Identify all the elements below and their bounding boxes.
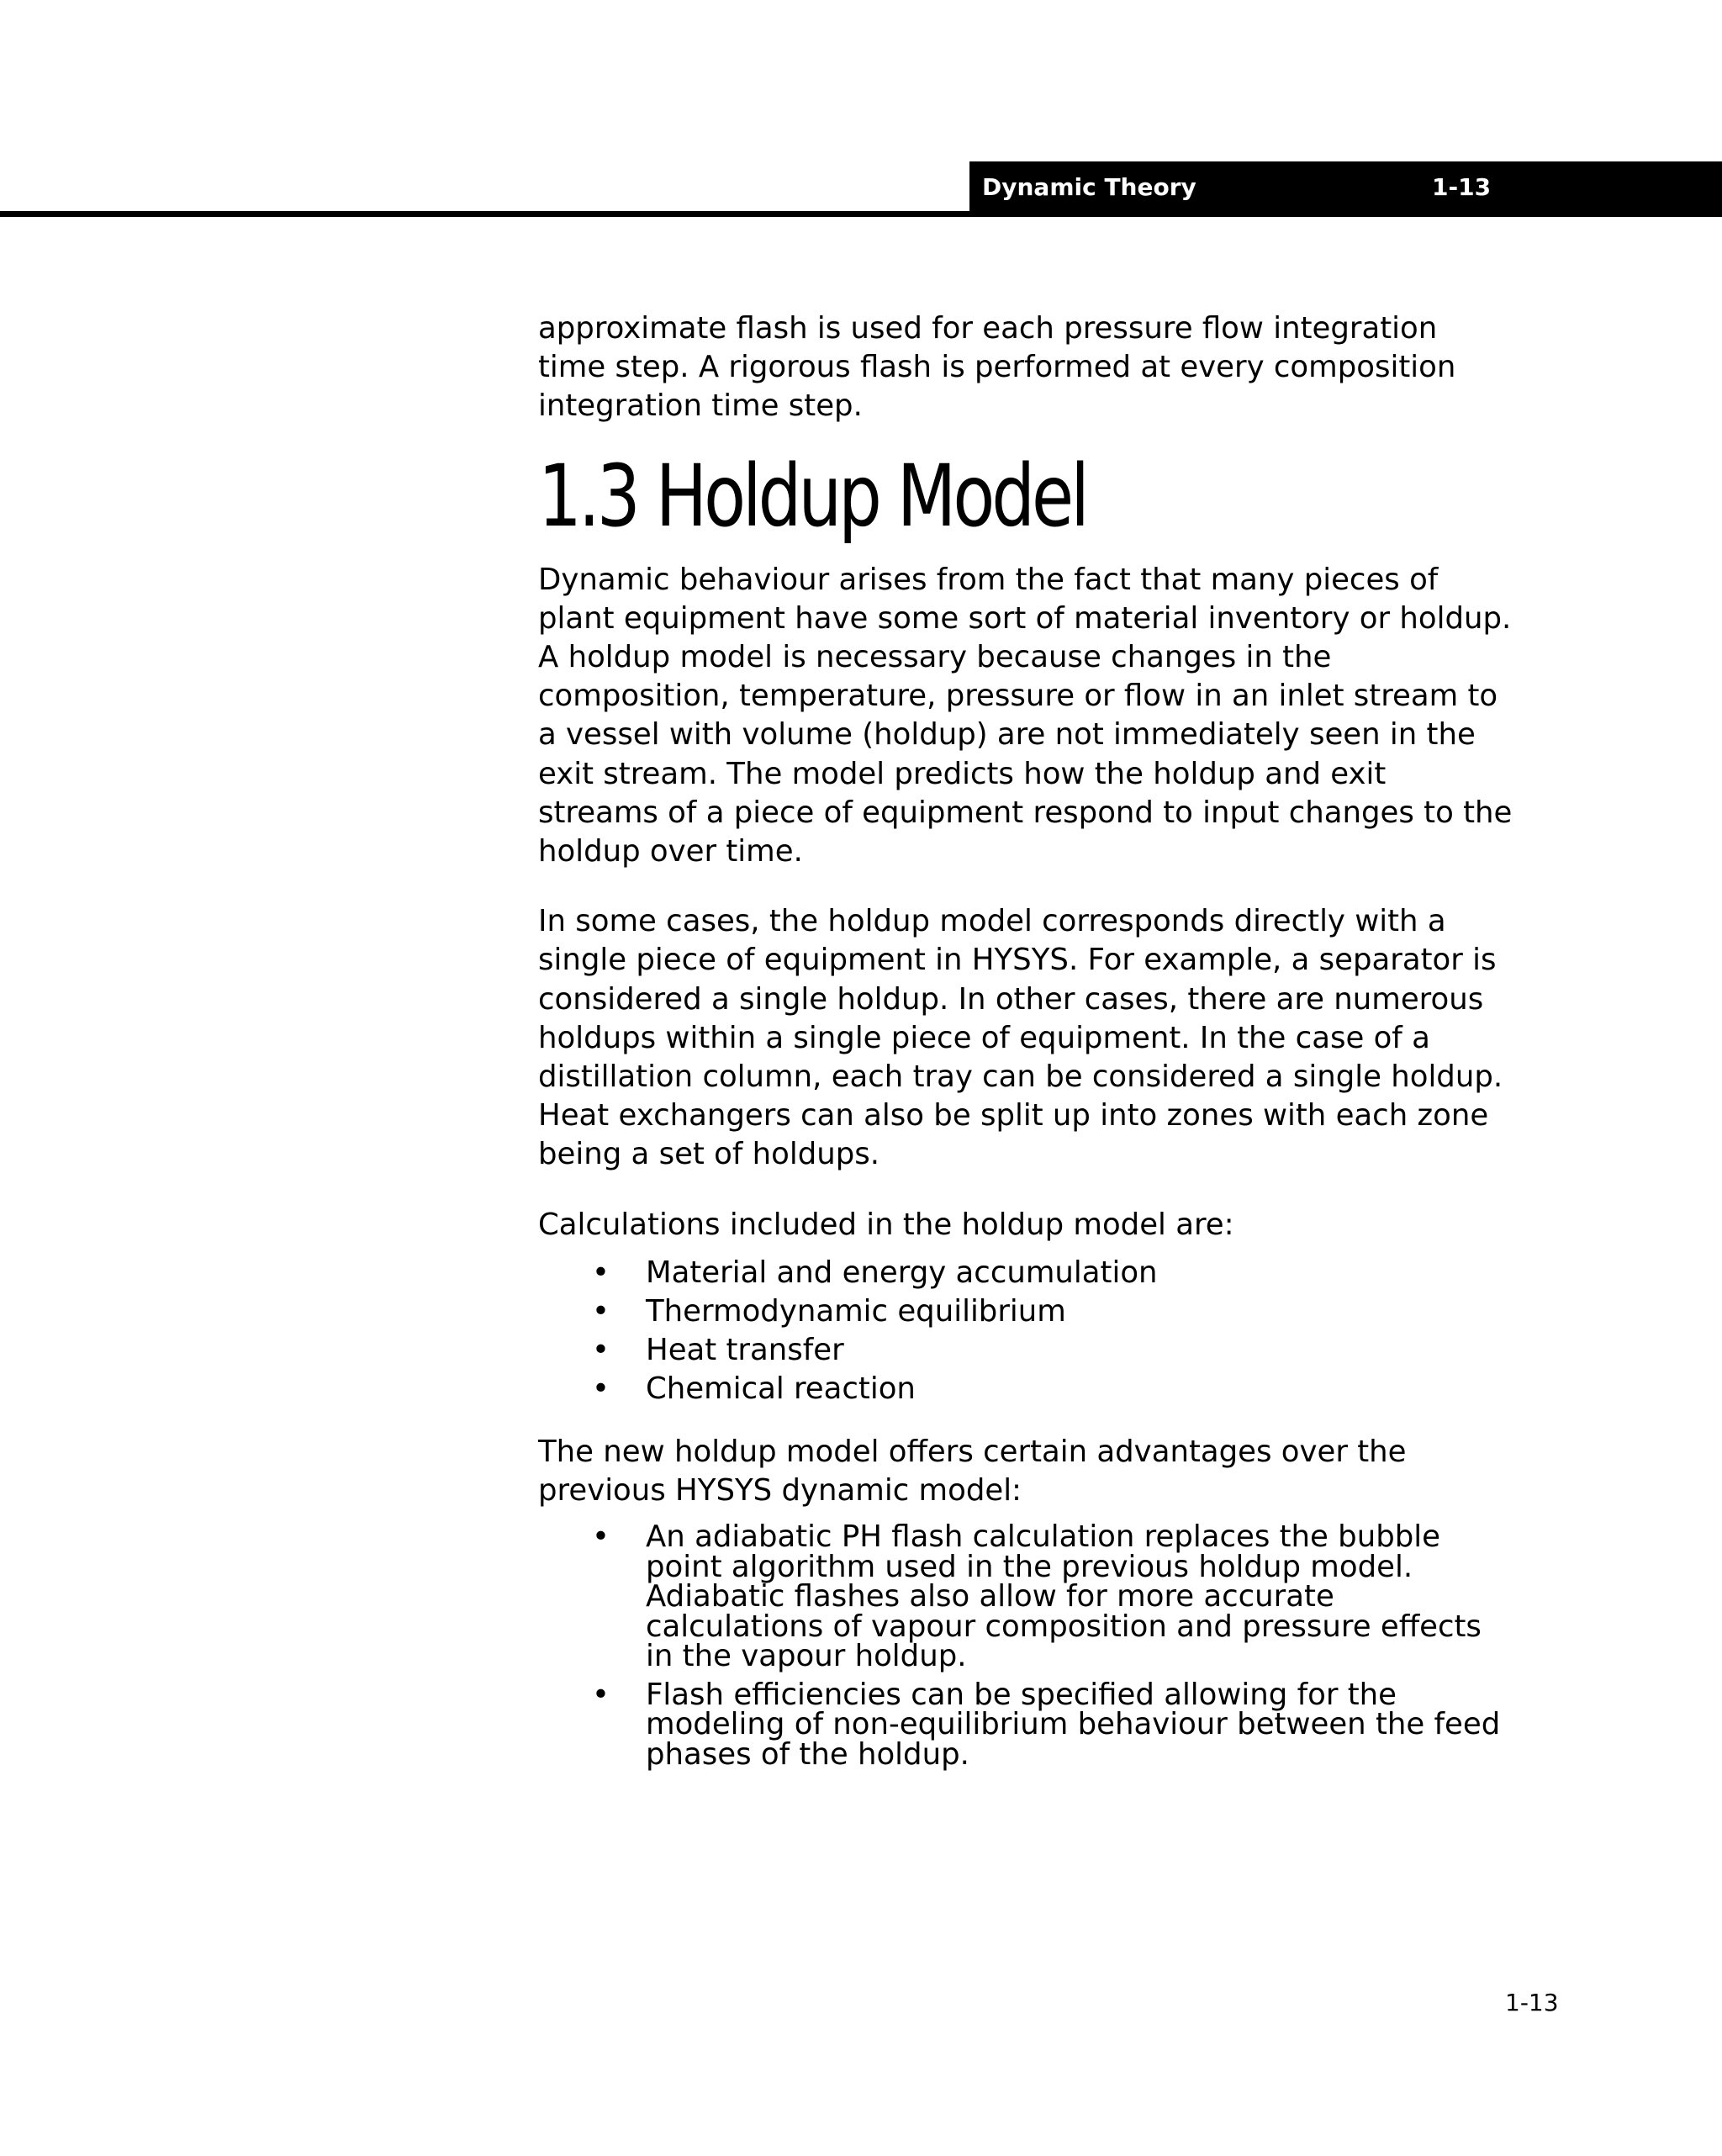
- paragraph-line: In some cases, the holdup model corresponds directly with a: [538, 904, 1446, 939]
- bullet-icon: •: [592, 1371, 610, 1407]
- bullet-icon: •: [592, 1255, 610, 1290]
- list-item: [538, 1370, 1513, 1408]
- header-title: Dynamic Theory: [982, 173, 1196, 201]
- paragraph-line: holdups within a single piece of equipment. In the case of a: [538, 1020, 1430, 1055]
- paragraph-line: distillation column, each tray can be considered a single holdup.: [538, 1060, 1503, 1095]
- bullet-icon: •: [592, 1519, 610, 1555]
- intro-line: time step. A rigorous flash is performed at every composition: [538, 350, 1456, 385]
- bullet-icon: •: [592, 1677, 610, 1712]
- list-item: [538, 1254, 1513, 1292]
- intro-line: approximate flash is used for each pressure flow integration: [538, 311, 1438, 346]
- bullet-icon: •: [592, 1294, 610, 1329]
- advantages-intro: [538, 1433, 1513, 1510]
- list-item: [538, 1331, 1513, 1370]
- list-item-line: phases of the holdup.: [646, 1736, 969, 1772]
- list-item-line: Adiabatic flashes also allow for more accurate: [646, 1579, 1334, 1614]
- list-item-line: An adiabatic PH flash calculation replaces the bubble: [646, 1519, 1440, 1555]
- paragraph-line: holdup over time.: [538, 834, 803, 869]
- list-item-text: Thermodynamic equilibrium: [646, 1294, 1066, 1329]
- paragraph-line: The new holdup model offers certain advantages over the: [538, 1434, 1407, 1469]
- paragraph-line: considered a single holdup. In other cases, there are numerous: [538, 981, 1484, 1017]
- intro-paragraph: [538, 309, 1513, 426]
- list-item-line: Flash efficiencies can be specified allowing for the: [646, 1677, 1397, 1712]
- page-content: [538, 309, 1513, 1772]
- list-item: [538, 1292, 1513, 1331]
- paragraph-line: a vessel with volume (holdup) are not immediately seen in the: [538, 717, 1476, 753]
- list-item-line: point algorithm used in the previous holdup model.: [646, 1549, 1413, 1584]
- calculations-list: [538, 1254, 1513, 1409]
- bullet-icon: •: [592, 1333, 610, 1368]
- paragraph-line: plant equipment have some sort of material inventory or holdup.: [538, 600, 1512, 636]
- paragraph-holdup-cases: [538, 902, 1513, 1174]
- paragraph-line: being a set of holdups.: [538, 1137, 880, 1172]
- paragraph-dynamic-behaviour: [538, 561, 1513, 872]
- list-item-line: in the vapour holdup.: [646, 1639, 967, 1674]
- paragraph-line: previous HYSYS dynamic model:: [538, 1472, 1022, 1508]
- paragraph-line: Heat exchangers can also be split up into zones with each zone: [538, 1098, 1489, 1133]
- list-item-line: modeling of non-equilibrium behaviour between the feed: [646, 1707, 1501, 1742]
- calculations-intro: Calculations included in the holdup model are:: [538, 1207, 1234, 1242]
- footer-page-number: 1-13: [1505, 1989, 1559, 2016]
- intro-line: integration time step.: [538, 388, 863, 424]
- header-page-number: 1-13: [1432, 173, 1492, 201]
- section-heading: 1.3 Holdup Model: [538, 446, 1086, 547]
- paragraph-line: A holdup model is necessary because changes in the: [538, 640, 1332, 675]
- list-item-text: Heat transfer: [646, 1333, 844, 1368]
- list-item: [538, 1519, 1513, 1674]
- paragraph-line: single piece of equipment in HYSYS. For example, a separator is: [538, 943, 1497, 978]
- advantages-list: [538, 1519, 1513, 1772]
- paragraph-line: Dynamic behaviour arises from the fact that many pieces of: [538, 562, 1439, 597]
- paragraph-line: streams of a piece of equipment respond to input changes to the: [538, 795, 1513, 830]
- list-item-text: Material and energy accumulation: [646, 1255, 1158, 1290]
- list-item-text: Chemical reaction: [646, 1371, 916, 1407]
- paragraph-line: composition, temperature, pressure or flow in an inlet stream to: [538, 679, 1498, 714]
- list-item-line: calculations of vapour composition and pressure effects: [646, 1609, 1482, 1644]
- paragraph-line: exit stream. The model predicts how the holdup and exit: [538, 756, 1387, 791]
- list-item: [538, 1677, 1513, 1772]
